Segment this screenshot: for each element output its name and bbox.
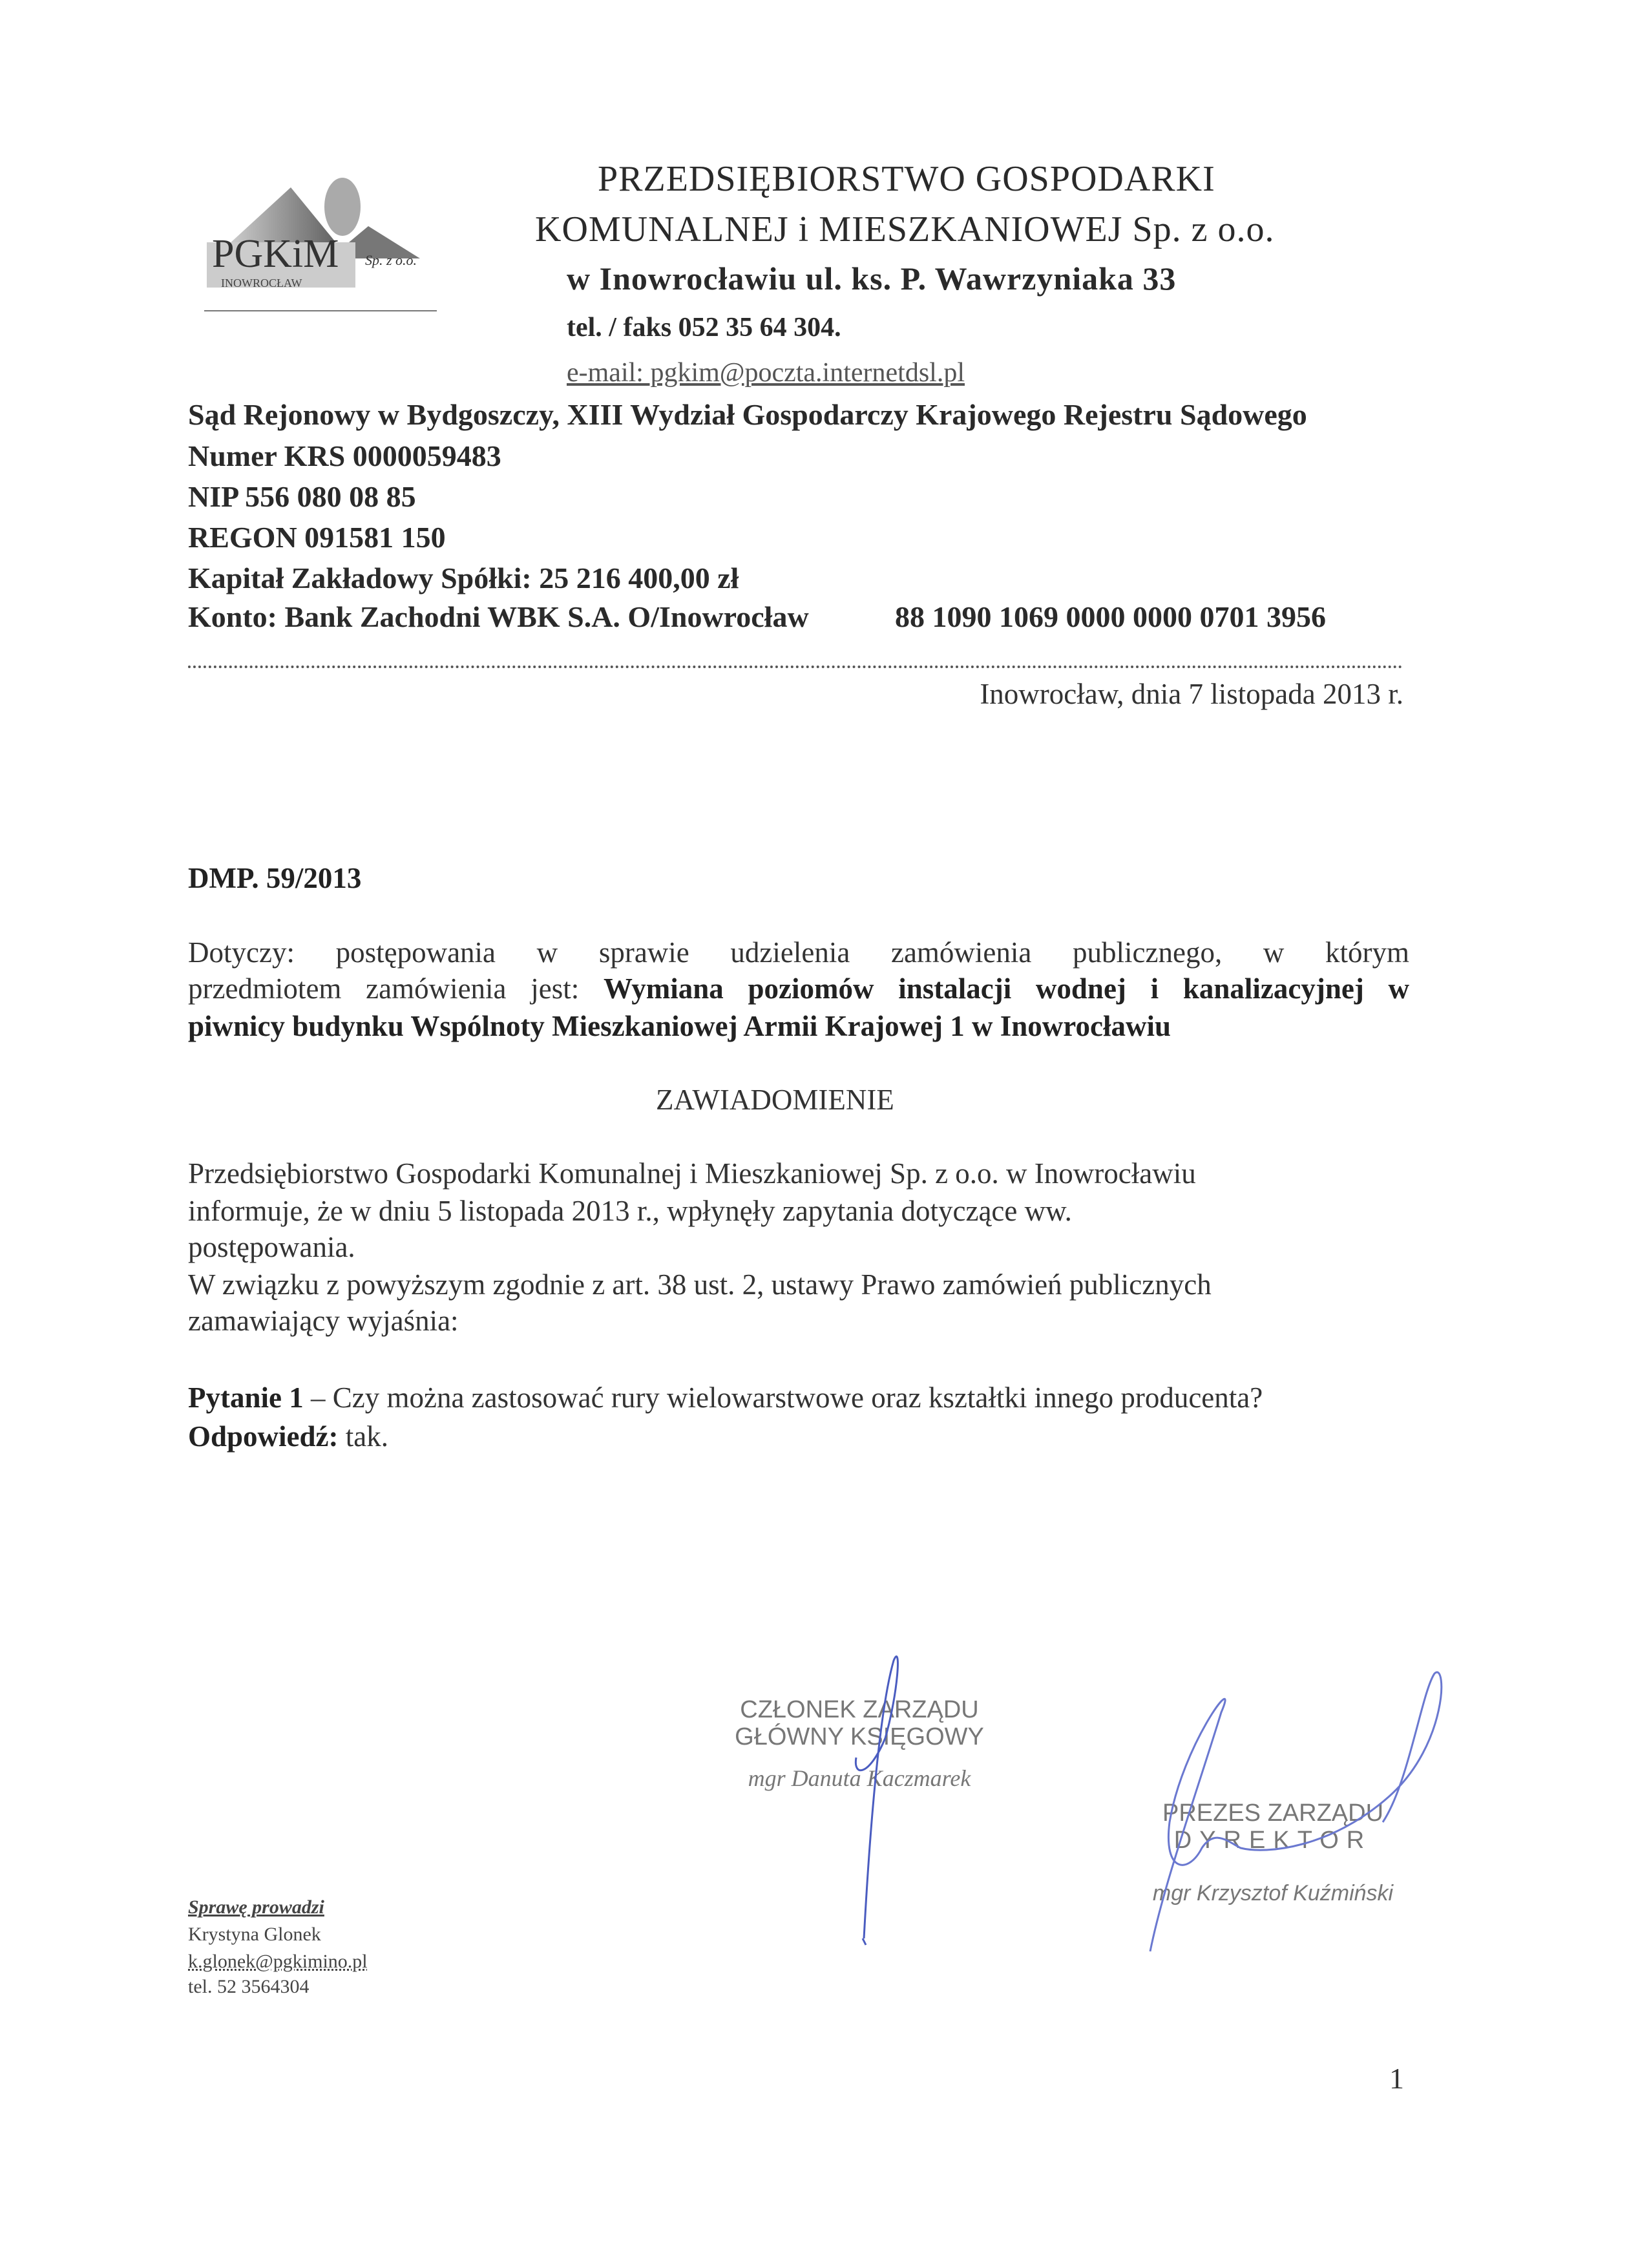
company-name-line1: PRZEDSIĘBIORSTWO GOSPODARKI <box>598 159 1215 199</box>
answer-label: Odpowiedź: <box>188 1420 339 1453</box>
paragraph-line: informuje, że w dniu 5 listopada 2013 r., wpłynęły zapytania dotyczące ww. <box>188 1195 1072 1227</box>
subject-title-part2: piwnicy budynku Wspólnoty Mieszkaniowej Armii Krajowej 1 w Inowrocławiu <box>188 1010 1171 1042</box>
stamp-role: CZŁONEK ZARZĄDU <box>740 1696 979 1723</box>
registry-regon: REGON 091581 150 <box>188 521 446 554</box>
question-label: Pytanie 1 <box>188 1381 304 1414</box>
stamp-name: mgr Danuta Kaczmarek <box>748 1765 971 1791</box>
answer-text: tak. <box>338 1420 388 1453</box>
company-address: w Inowrocławiu ul. ks. P. Wawrzyniaka 33 <box>567 260 1177 297</box>
subject-title-part1: Wymiana poziomów instalacji wodnej i kanalizacyjnej w <box>603 972 1410 1005</box>
contact-name: Krystyna Glonek <box>188 1924 321 1945</box>
logo-city: INOWROCŁAW <box>221 277 302 289</box>
paragraph-line: postępowania. <box>188 1231 355 1263</box>
registry-account-number: 88 1090 1069 0000 0000 0701 3956 <box>895 600 1326 633</box>
company-email-link[interactable]: e-mail: pgkim@poczta.internetdsl.pl <box>567 358 965 388</box>
page-number: 1 <box>1389 2062 1404 2095</box>
contact-email-link[interactable]: k.glonek@pgkimino.pl <box>188 1951 368 1972</box>
logo-suffix: Sp. z o.o. <box>365 252 417 268</box>
contact-phone: tel. 52 3564304 <box>188 1976 310 1997</box>
company-phone: tel. / faks 052 35 64 304. <box>567 313 841 342</box>
question-text: – Czy można zastosować rury wielowarstwowe oraz kształtki innego producenta? <box>303 1381 1263 1414</box>
registry-account-bank: Konto: Bank Zachodni WBK S.A. O/Inowrocław <box>188 600 809 633</box>
subject-intro: przedmiotem zamówienia jest: <box>188 972 580 1005</box>
subject-line1: Dotyczy: postępowania w sprawie udzielenia zamówienia publicznego, w którym <box>188 936 1409 969</box>
company-name-line2: KOMUNALNEJ i MIESZKANIOWEJ Sp. z o.o. <box>535 209 1275 249</box>
stamp-role: GŁÓWNY KSIĘGOWY <box>735 1723 984 1750</box>
letter-date: Inowrocław, dnia 7 listopada 2013 r. <box>980 678 1403 710</box>
paragraph-line: Przedsiębiorstwo Gospodarki Komunalnej i Mieszkaniowej Sp. z o.o. w Inowrocławiu <box>188 1157 1196 1190</box>
contact-label: Sprawę prowadzi <box>188 1896 324 1918</box>
stamp-name: mgr Krzysztof Kuźmiński <box>1152 1881 1394 1906</box>
registry-nip: NIP 556 080 08 85 <box>188 480 416 513</box>
paragraph-line: zamawiający wyjaśnia: <box>188 1305 459 1337</box>
logo-name: PGKiM <box>212 232 339 276</box>
document-title: ZAWIADOMIENIE <box>656 1084 894 1116</box>
paragraph-line: W związku z powyższym zgodnie z art. 38 ust. 2, ustawy Prawo zamówień publicznych <box>188 1268 1212 1301</box>
stamp-role: PREZES ZARZĄDU <box>1162 1800 1384 1827</box>
stamp-role: DYREKTOR <box>1173 1827 1372 1854</box>
registry-krs: Numer KRS 0000059483 <box>188 439 501 472</box>
registry-capital: Kapitał Zakładowy Spółki: 25 216 400,00 zł <box>188 562 739 594</box>
reference-number: DMP. 59/2013 <box>188 862 362 894</box>
registry-court: Sąd Rejonowy w Bydgoszczy, XIII Wydział Gospodarczy Krajowego Rejestru Sądowego <box>188 398 1307 431</box>
